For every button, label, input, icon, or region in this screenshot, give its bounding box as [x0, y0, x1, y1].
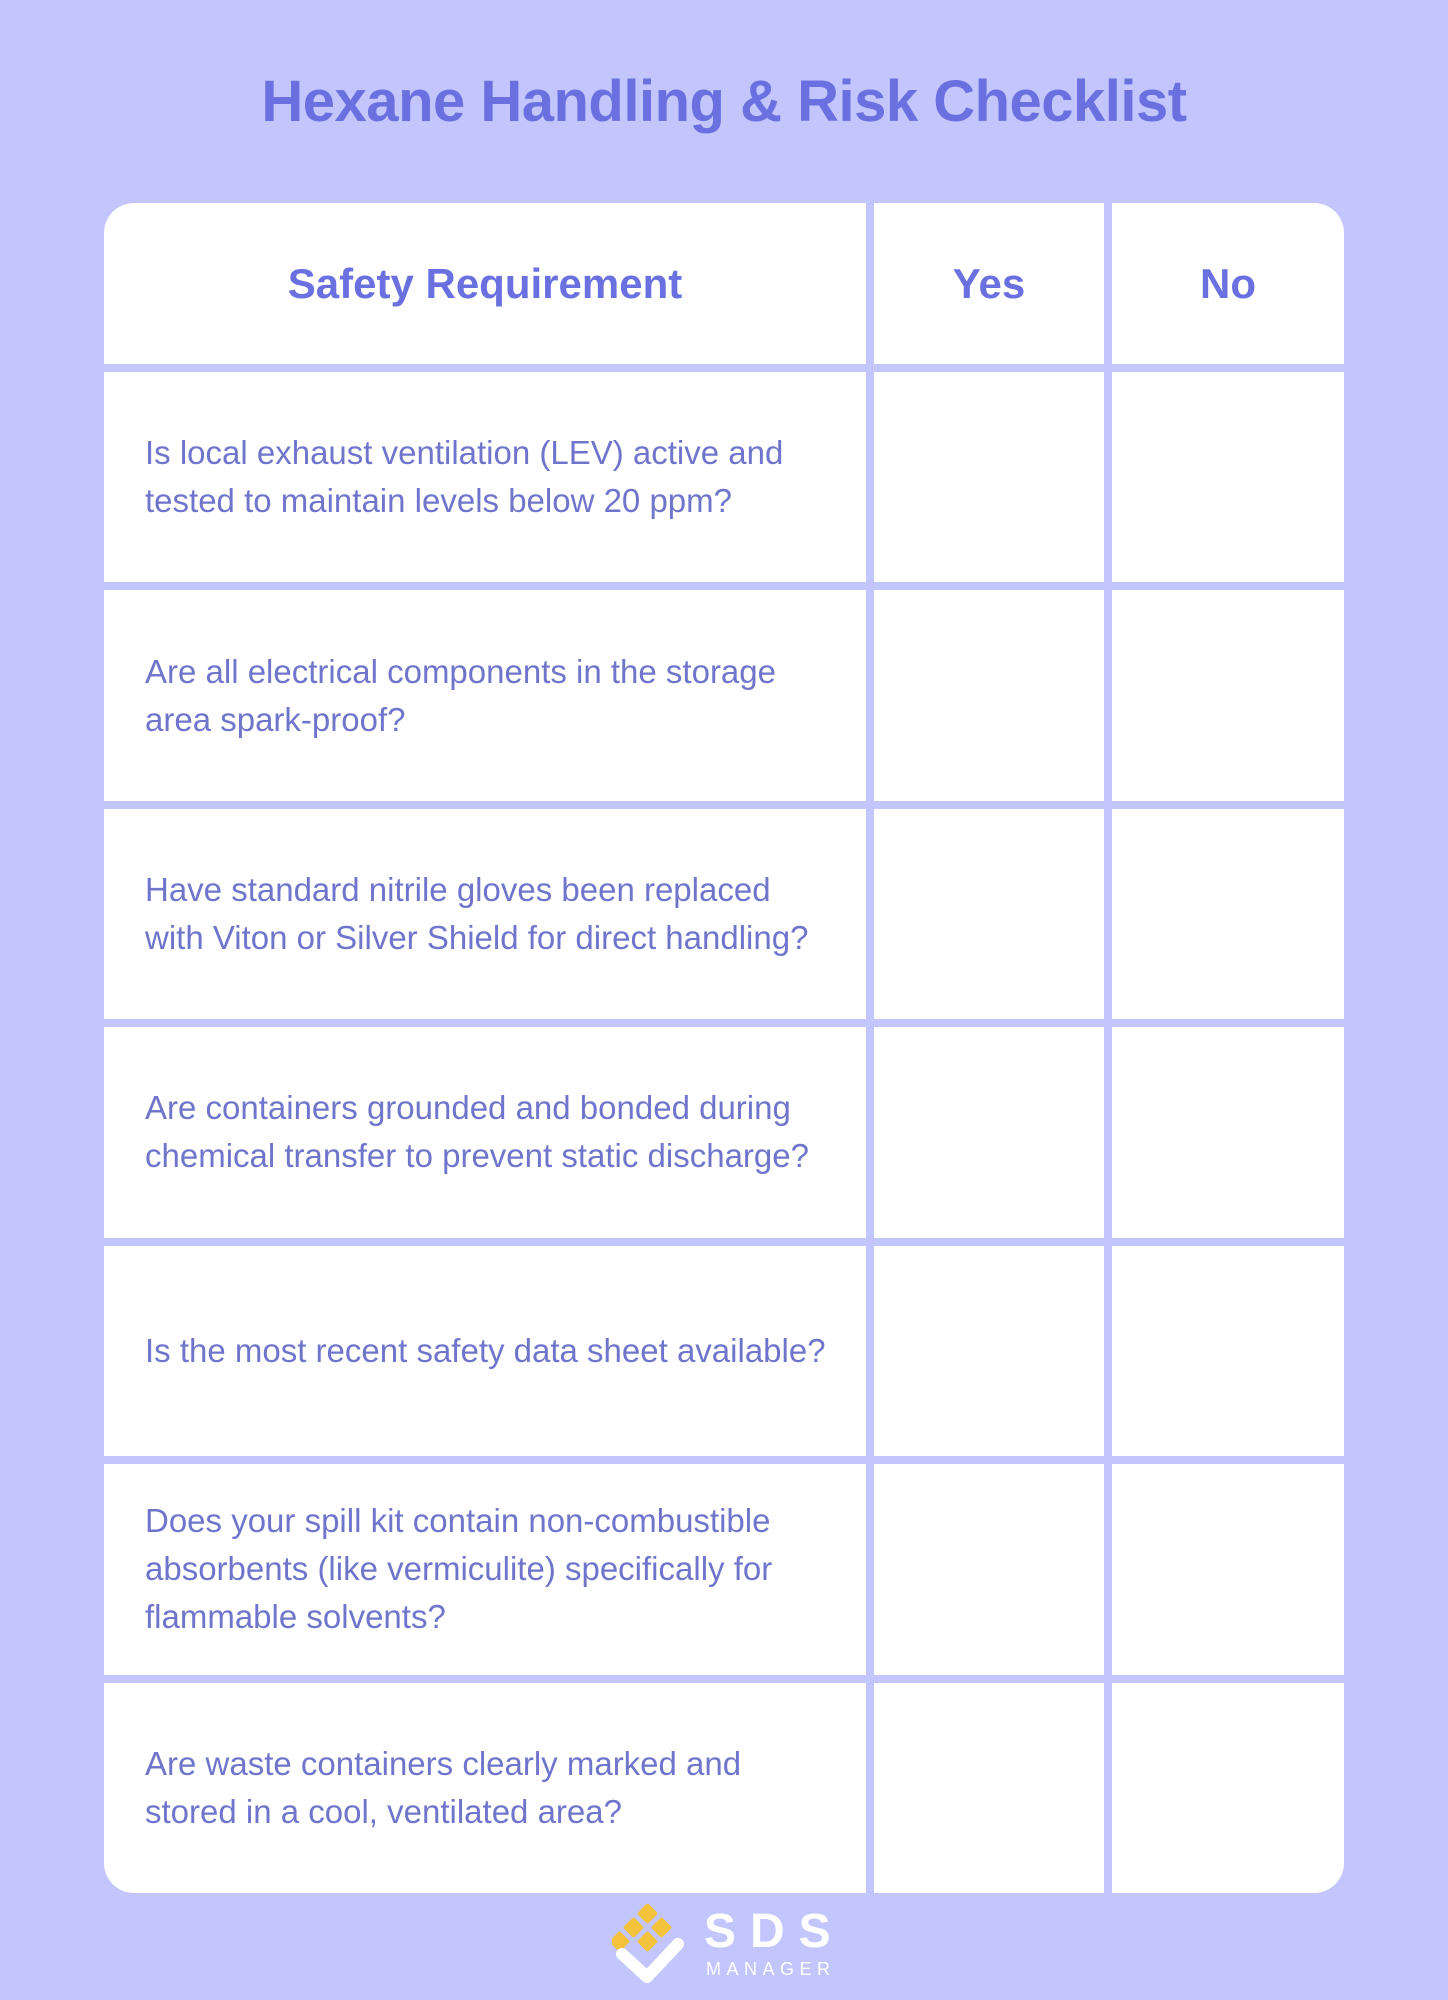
yes-box-1[interactable]: [874, 372, 1104, 582]
requirement-7: Are waste containers clearly marked and stored in a cool, ventilated area?: [104, 1683, 866, 1893]
header-yes: Yes: [874, 203, 1104, 364]
no-box-4[interactable]: [1112, 1027, 1344, 1237]
no-box-2[interactable]: [1112, 590, 1344, 800]
yes-box-5[interactable]: [874, 1246, 1104, 1456]
requirement-1: Is local exhaust ventilation (LEV) active and tested to maintain levels below 20 ppm?: [104, 372, 866, 582]
requirement-2: Are all electrical components in the storage area spark-proof?: [104, 590, 866, 800]
requirement-5: Is the most recent safety data sheet available?: [104, 1246, 866, 1456]
yes-box-7[interactable]: [874, 1683, 1104, 1893]
no-box-7[interactable]: [1112, 1683, 1344, 1893]
page-title: Hexane Handling & Risk Checklist: [261, 69, 1187, 134]
no-box-3[interactable]: [1112, 809, 1344, 1019]
checklist-table: [104, 203, 1344, 1893]
header-safety-requirement: Safety Requirement: [104, 203, 866, 364]
sds-manager-logo-icon: [612, 1904, 692, 1984]
header-no: No: [1112, 203, 1344, 364]
yes-box-4[interactable]: [874, 1027, 1104, 1237]
yes-box-6[interactable]: [874, 1464, 1104, 1674]
logo-wordmark: SDS: [704, 1905, 845, 1958]
yes-box-3[interactable]: [874, 809, 1104, 1019]
no-box-5[interactable]: [1112, 1246, 1344, 1456]
logo-subtitle: MANAGER: [706, 1959, 836, 1979]
requirement-4: Are containers grounded and bonded during chemical transfer to prevent static discharge?: [104, 1027, 866, 1237]
sds-manager-logo: [612, 1904, 845, 1984]
no-box-6[interactable]: [1112, 1464, 1344, 1674]
requirement-6: Does your spill kit contain non-combustible absorbents (like vermiculite) specifically for flammable solvents?: [104, 1464, 866, 1674]
requirement-3: Have standard nitrile gloves been replaced with Viton or Silver Shield for direct handling?: [104, 809, 866, 1019]
no-box-1[interactable]: [1112, 372, 1344, 582]
yes-box-2[interactable]: [874, 590, 1104, 800]
